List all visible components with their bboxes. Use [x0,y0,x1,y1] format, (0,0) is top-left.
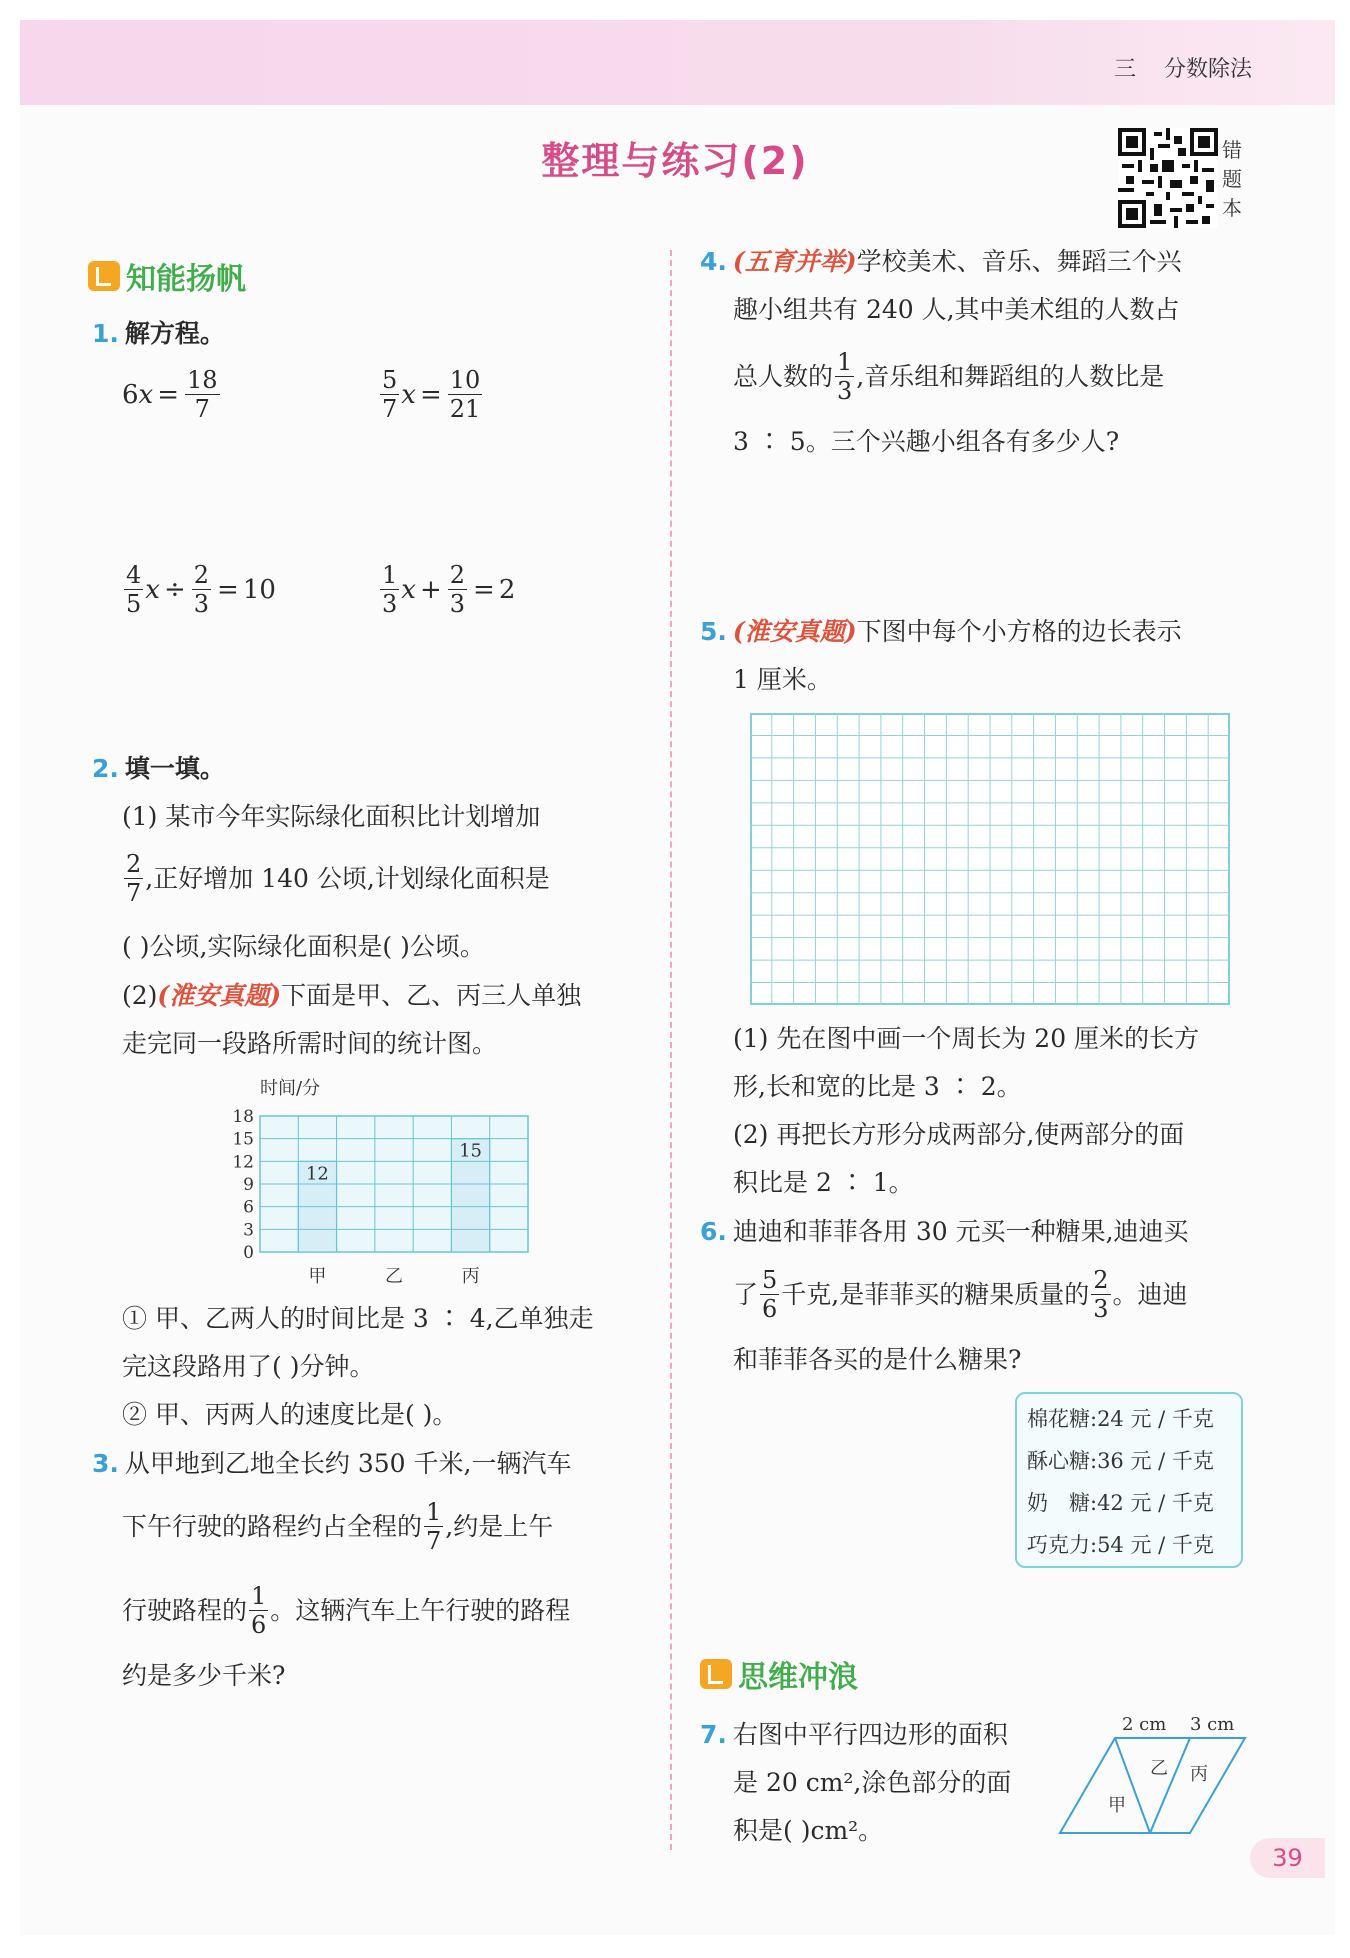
question-number: 4. [700,247,727,276]
q4-line2: 趣小组共有 240 人,其中美术组的人数占 [733,295,1180,324]
price-item: 巧克力:54 元 / 千克 [1027,1533,1214,1557]
page-number: 39 [1250,1838,1325,1878]
q3-line3: 行驶路程的 $\frac{1}{6}$ 。这辆汽车上午行驶的路程 [122,1582,571,1639]
qr-code-icon[interactable] [1118,128,1218,228]
q6-line2: 了 $\frac{5}{6}$ 千克,是菲菲买的糖果质量的 $\frac{2}{3}$ 。迪迪 [733,1266,1188,1323]
source-tag: (淮安真题) [732,617,857,646]
column-divider [670,250,672,1850]
section-header-2 [700,1652,858,1696]
question-1 [92,310,225,358]
q5-line2: 1 厘米。 [733,665,832,694]
q4-line3: 总人数的 $\frac{1}{3}$ ,音乐组和舞蹈组的人数比是 [733,348,1165,405]
q2-part1-line1: (1) 某市今年实际绿化面积比计划增加 [122,802,541,831]
question-number: 3. [92,1449,119,1478]
q2-part2-line2: 走完同一段路所需时间的统计图。 [122,1029,498,1058]
q2-sub2: ② 甲、丙两人的速度比是( )。 [122,1400,458,1429]
q2-sub1-line2: 完这段路用了( )分钟。 [122,1352,375,1381]
equation-2: $\frac{5}{7}$ x = $\frac{10}{21}$ [382,366,481,423]
q4-line4: 3 ∶ 5。三个兴趣小组各有多少人? [733,427,1120,456]
page-title: 整理与练习(2) [541,139,809,183]
source-tag: (五育并举) [732,247,857,276]
question-number: 5. [700,617,727,646]
question-2 [92,745,225,793]
region-label-yi: 乙 [1150,1758,1168,1779]
divider-line-1 [1115,1738,1150,1833]
question-text: 填一填。 [124,754,225,783]
parallelogram [1060,1738,1245,1833]
section-title: 思维冲浪 [738,1660,858,1695]
chart-x-tick: 丙 [461,1266,480,1287]
region-label-bing: 丙 [1190,1764,1208,1785]
q5-part2-line2: 积比是 2 ∶ 1。 [733,1168,914,1197]
qr-label: 错 题 本 [1222,138,1242,220]
square-grid[interactable] [750,713,1230,1005]
q2-part1-line2: $\frac{2}{7}$ ,正好增加 140 公顷,计划绿化面积是 [126,850,550,907]
question-number: 6. [700,1217,727,1246]
parallelogram-figure [1050,1708,1250,1848]
equation-1: 6 x = $\frac{18}{7}$ [122,366,218,423]
equation-4: $\frac{1}{3}$ x + $\frac{2}{3}$ = 2 [382,561,516,618]
question-number: 2. [92,754,119,783]
wave-icon [700,1659,732,1689]
dim-label-2: 3 cm [1190,1714,1235,1735]
price-item: 棉花糖:24 元 / 千克 [1027,1407,1214,1431]
price-item: 奶 糖:42 元 / 千克 [1027,1491,1214,1515]
question-5: 5. (淮安真题)下图中每个小方格的边长表示 [700,617,1182,646]
question-7: 7. 右图中平行四边形的面积 [700,1720,1008,1749]
q2-sub1-line1: ① 甲、乙两人的时间比是 3 ∶ 4,乙单独走 [122,1304,594,1333]
equation-3: $\frac{4}{5}$ x ÷ $\frac{2}{3}$ = 10 [126,561,276,618]
region-label-jia: 甲 [1108,1795,1126,1816]
dim-label-1: 2 cm [1122,1714,1167,1735]
section-title: 知能扬帆 [126,262,246,297]
q5-part2-line1: (2) 再把长方形分成两部分,使两部分的面 [733,1120,1185,1149]
section-header-1 [88,254,246,298]
source-tag: (淮安真题) [157,981,282,1010]
chart-y-tick: 18 [232,1107,254,1127]
chart-y-tick: 3 [243,1220,254,1241]
question-3: 3. 从甲地到乙地全长约 350 千米,一辆汽车 [92,1449,572,1478]
question-6: 6. 迪迪和菲菲各用 30 元买一种糖果,迪迪买 [700,1217,1189,1246]
divider-line-2 [1150,1738,1190,1833]
q3-line4: 约是多少千米? [122,1661,286,1690]
q2-part2-line1: (2)(淮安真题)下面是甲、乙、丙三人单独 [122,981,582,1010]
q3-line2: 下午行驶的路程约占全程的 $\frac{1}{7}$ ,约是上午 [122,1498,554,1555]
chart-y-tick: 6 [243,1197,254,1218]
chart-data-label: 12 [305,1163,329,1185]
chart-data-label: 15 [459,1140,483,1162]
chart-y-tick: 0 [243,1243,254,1263]
q2-part1-line3: ( )公顷,实际绿化面积是( )公顷。 [122,932,485,961]
chart-y-tick: 9 [243,1175,254,1195]
chapter-title: 三 分数除法 [1113,57,1252,82]
chart-y-tick: 12 [232,1152,254,1173]
sail-icon [88,261,120,291]
question-text: 解方程。 [124,319,225,348]
q6-line3: 和菲菲各买的是什么糖果? [733,1345,1022,1374]
question-number: 7. [700,1720,727,1749]
q5-part1-line1: (1) 先在图中画一个周长为 20 厘米的长方 [733,1024,1200,1053]
price-item: 酥心糖:36 元 / 千克 [1027,1449,1214,1473]
question-number: 1. [92,319,119,348]
question-4: 4. (五育并举)学校美术、音乐、舞蹈三个兴 [700,247,1182,276]
chart-x-tick: 甲 [308,1266,327,1287]
candy-price-box [1015,1392,1243,1568]
chart-y-label: 时间/分 [260,1078,321,1099]
time-bar-chart [210,1070,540,1300]
chart-x-tick: 乙 [385,1266,403,1287]
chart-y-tick: 15 [232,1129,254,1150]
q7-line2: 是 20 cm²,涂色部分的面 [733,1768,1012,1797]
q7-line3: 积是( )cm²。 [733,1816,884,1845]
q5-part1-line2: 形,长和宽的比是 3 ∶ 2。 [733,1072,1022,1101]
